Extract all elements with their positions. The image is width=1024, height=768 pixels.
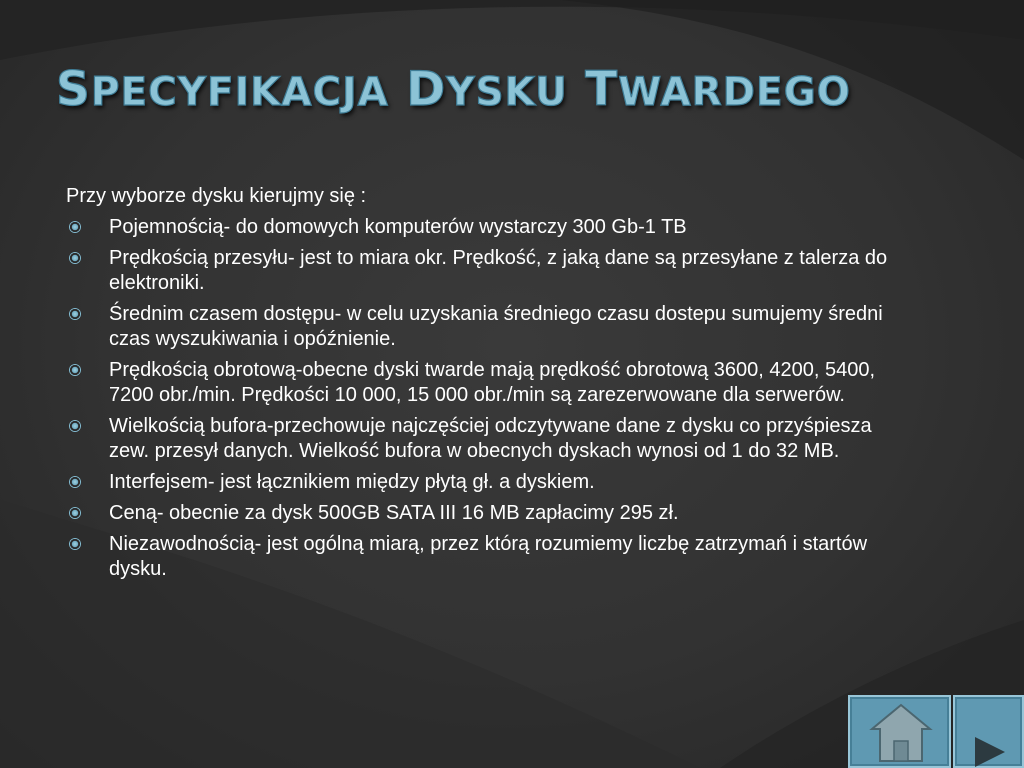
title-word-dysku: YSKU <box>446 70 568 115</box>
home-icon <box>850 697 953 768</box>
title-letter-t: T <box>585 62 619 117</box>
title-word-specyfikacja: PECYFIKACJA <box>90 70 389 115</box>
bullet-icon <box>69 420 81 432</box>
next-slide-button[interactable] <box>953 695 1024 768</box>
bullet-text: Interfejsem- jest łącznikiem między płytą gł. a dyskiem. <box>109 471 595 493</box>
list-item <box>66 501 906 526</box>
list-item <box>66 532 906 582</box>
bullet-icon <box>69 507 81 519</box>
bullet-text: Średnim czasem dostępu- w celu uzyskania średniego czasu dostepu sumujemy średni czas wyszukiwania i opóźnienie. <box>109 303 883 350</box>
bullet-icon <box>69 538 81 550</box>
home-button[interactable] <box>848 695 951 768</box>
list-item <box>66 246 906 296</box>
list-item <box>66 302 906 352</box>
title-word-twardego: WARDEGO <box>618 70 851 115</box>
title-letter-d: D <box>406 62 447 117</box>
list-item <box>66 358 906 408</box>
title-letter-s: S <box>56 62 91 117</box>
bullet-icon <box>69 221 81 233</box>
bullet-text: Wielkością bufora-przechowuje najczęściej odczytywane dane z dysku co przyśpiesza zew. przesył danych. Wielkość bufora w obecnych dyskach wynosi od 1 do 32 MB. <box>109 415 872 462</box>
bullet-list <box>66 215 906 582</box>
bullet-icon <box>69 364 81 376</box>
bullet-icon <box>69 308 81 320</box>
bullet-icon <box>69 252 81 264</box>
bullet-text: Niezawodnością- jest ogólną miarą, przez którą rozumiemy liczbę zatrzymań i startów dysku. <box>109 533 868 580</box>
list-item <box>66 470 906 495</box>
bullet-text: Ceną- obecnie za dysk 500GB SATA III 16 MB zapłacimy 295 zł. <box>109 502 679 524</box>
play-next-icon <box>955 697 1024 768</box>
bullet-text: Prędkością przesyłu- jest to miara okr. Prędkość, z jaką dane są przesyłane z talerza do elektroniki. <box>109 247 888 294</box>
list-item <box>66 215 906 240</box>
bullet-icon <box>69 476 81 488</box>
bullet-text: Prędkością obrotową-obecne dyski twarde mają prędkość obrotową 3600, 4200, 5400, 7200 obr./min. Prędkości 10 000, 15 000 obr./min są zarezerwowane dla serwerów. <box>109 359 876 406</box>
slide-title <box>56 62 851 117</box>
slide-content <box>66 184 906 588</box>
intro-text: Przy wyborze dysku kierujmy się : <box>66 185 367 207</box>
list-item <box>66 414 906 464</box>
bullet-text: Pojemnością- do domowych komputerów wystarczy 300 Gb-1 TB <box>109 216 687 238</box>
